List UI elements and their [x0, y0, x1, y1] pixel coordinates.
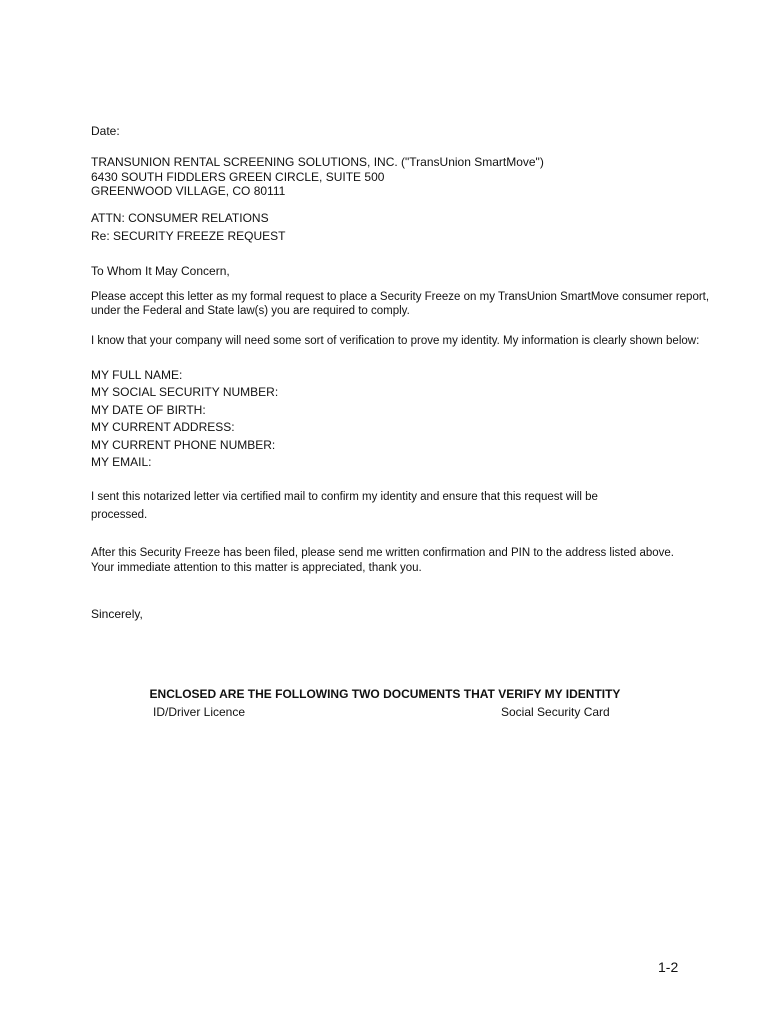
field-phone-number: MY CURRENT PHONE NUMBER:	[91, 438, 276, 452]
field-email: MY EMAIL:	[91, 455, 152, 469]
enclosures-title: ENCLOSED ARE THE FOLLOWING TWO DOCUMENTS THAT VERIFY MY IDENTITY	[149, 687, 621, 701]
enclosure-social-security-card: Social Security Card	[501, 705, 610, 719]
field-full-name: MY FULL NAME:	[91, 368, 183, 382]
attn-line: ATTN: CONSUMER RELATIONS	[91, 211, 269, 225]
recipient-line-2: 6430 SOUTH FIDDLERS GREEN CIRCLE, SUITE 500	[91, 170, 385, 184]
paragraph-confirmation-line-1: After this Security Freeze has been filed, please send me written confirmation and PIN to the address listed above.	[91, 547, 674, 559]
paragraph-confirmation-line-2: Your immediate attention to this matter is appreciated, thank you.	[91, 562, 422, 574]
closing: Sincerely,	[91, 607, 143, 621]
recipient-line-1: TRANSUNION RENTAL SCREENING SOLUTIONS, INC. ("TransUnion SmartMove")	[91, 155, 544, 169]
paragraph-verification: I know that your company will need some sort of verification to prove my identity. My information is clearly shown below:	[91, 335, 700, 347]
paragraph-request: Please accept this letter as my formal request to place a Security Freeze on my TransUnion SmartMove consumer report, under the Federal and State law(s) you are required to comply.	[91, 291, 710, 317]
paragraph-notarized-line-1: I sent this notarized letter via certified mail to confirm my identity and ensure that this request will be	[91, 491, 598, 503]
date-label: Date:	[91, 124, 120, 138]
paragraph-notarized-line-2: processed.	[91, 509, 148, 521]
page-number: 1-2	[658, 959, 679, 975]
salutation: To Whom It May Concern,	[91, 264, 230, 278]
field-current-address: MY CURRENT ADDRESS:	[91, 420, 235, 434]
enclosure-driver-licence: ID/Driver Licence	[153, 705, 246, 719]
field-date-of-birth: MY DATE OF BIRTH:	[91, 403, 206, 417]
recipient-line-3: GREENWOOD VILLAGE, CO 80111	[91, 184, 286, 198]
re-line: Re: SECURITY FREEZE REQUEST	[91, 229, 286, 243]
field-ssn: MY SOCIAL SECURITY NUMBER:	[91, 385, 279, 399]
